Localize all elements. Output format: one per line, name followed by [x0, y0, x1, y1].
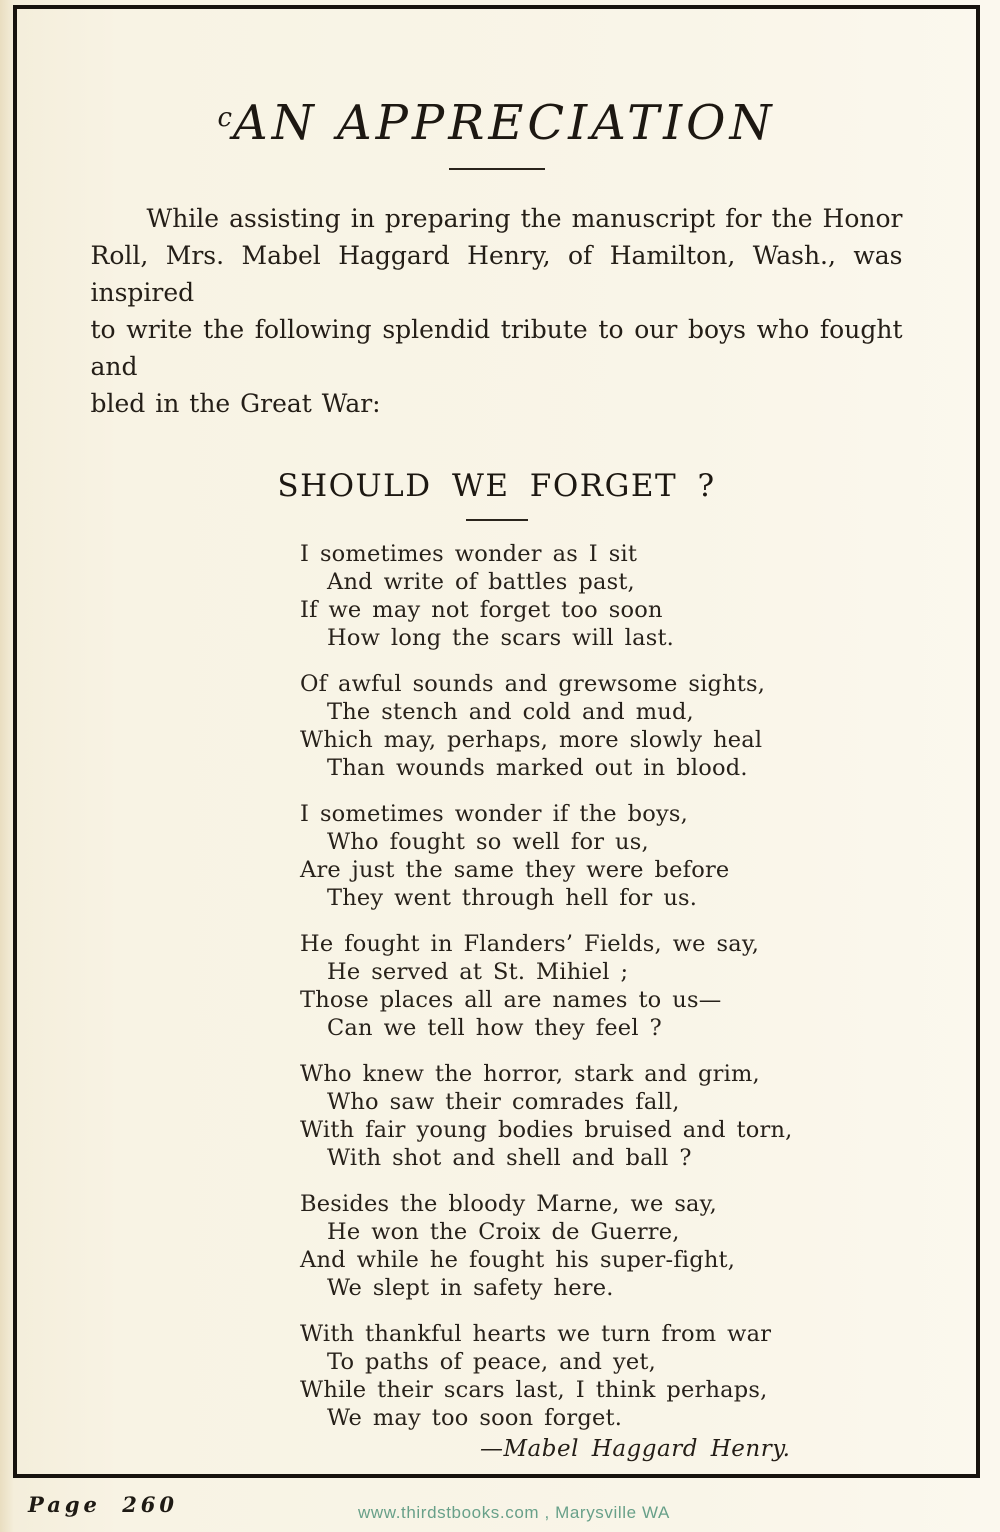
- poem-stanza: [300, 800, 976, 912]
- intro-line: to write the following splendid tribute to our boys who fought and: [90, 315, 903, 381]
- poem-divider: [466, 519, 528, 521]
- page-title-text: AN APPRECIATION: [233, 95, 776, 151]
- poem-line: We slept in safety here.: [327, 1275, 614, 1301]
- poem-attribution: —Mabel Haggard Henry.: [480, 1436, 791, 1462]
- poem-stanza: [300, 930, 976, 1042]
- poem-stanza: [300, 1060, 976, 1172]
- poem-line: He served at St. Mihiel ;: [327, 959, 629, 985]
- poem-line: Of awful sounds and grewsome sights,: [300, 671, 766, 697]
- page-title: [17, 95, 976, 151]
- poem-line: Who fought so well for us,: [327, 829, 649, 855]
- poem-title: SHOULD WE FORGET ?: [277, 468, 716, 504]
- intro-line: While assisting in preparing the manuscript for the Honor: [146, 204, 903, 233]
- poem-line: If we may not forget too soon: [300, 597, 663, 623]
- poem-line: He fought in Flanders’ Fields, we say,: [300, 931, 760, 957]
- poem-line: The stench and cold and mud,: [327, 699, 694, 725]
- poem-line: To paths of peace, and yet,: [327, 1349, 656, 1375]
- poem-line: How long the scars will last.: [327, 625, 675, 651]
- poem-line: Those places all are names to us—: [300, 987, 722, 1013]
- poem-line: And while he fought his super-fight,: [300, 1247, 736, 1273]
- poem-line: I sometimes wonder as I sit: [300, 541, 638, 567]
- poem-line: I sometimes wonder if the boys,: [300, 801, 689, 827]
- poem-line: We may too soon forget.: [327, 1405, 623, 1431]
- title-swash-initial: c: [217, 103, 237, 134]
- intro-paragraph: [91, 200, 903, 422]
- poem-line: With thankful hearts we turn from war: [300, 1321, 772, 1347]
- poem-line: Which may, perhaps, more slowly heal: [300, 727, 763, 753]
- poem-stanza: [300, 1320, 976, 1432]
- poem-line: He won the Croix de Guerre,: [327, 1219, 680, 1245]
- intro-line: bled in the Great War:: [90, 389, 381, 418]
- poem-line: Are just the same they were before: [300, 857, 730, 883]
- poem-line: With shot and shell and ball ?: [327, 1145, 692, 1171]
- poem: [300, 540, 976, 1432]
- poem-line: Who knew the horror, stark and grim,: [300, 1061, 760, 1087]
- title-divider: [449, 168, 545, 170]
- page-number: Page 260: [28, 1492, 179, 1517]
- poem-line: And write of battles past,: [327, 569, 635, 595]
- poem-stanza: [300, 670, 976, 782]
- poem-line: They went through hell for us.: [327, 885, 698, 911]
- poem-stanza: [300, 1190, 976, 1302]
- page-border: [13, 5, 980, 1478]
- poem-line: Than wounds marked out in blood.: [327, 755, 748, 781]
- watermark: www.thirdstbooks.com , Marysville WA: [358, 1503, 670, 1522]
- poem-line: While their scars last, I think perhaps,: [300, 1377, 768, 1403]
- poem-line: With fair young bodies bruised and torn,: [300, 1117, 793, 1143]
- poem-stanza: [300, 540, 976, 652]
- poem-line: Who saw their comrades fall,: [327, 1089, 680, 1115]
- intro-line: Roll, Mrs. Mabel Haggard Henry, of Hamilton, Wash., was inspired: [90, 241, 903, 307]
- poem-line: Besides the bloody Marne, we say,: [300, 1191, 717, 1217]
- poem-line: Can we tell how they feel ?: [327, 1015, 662, 1041]
